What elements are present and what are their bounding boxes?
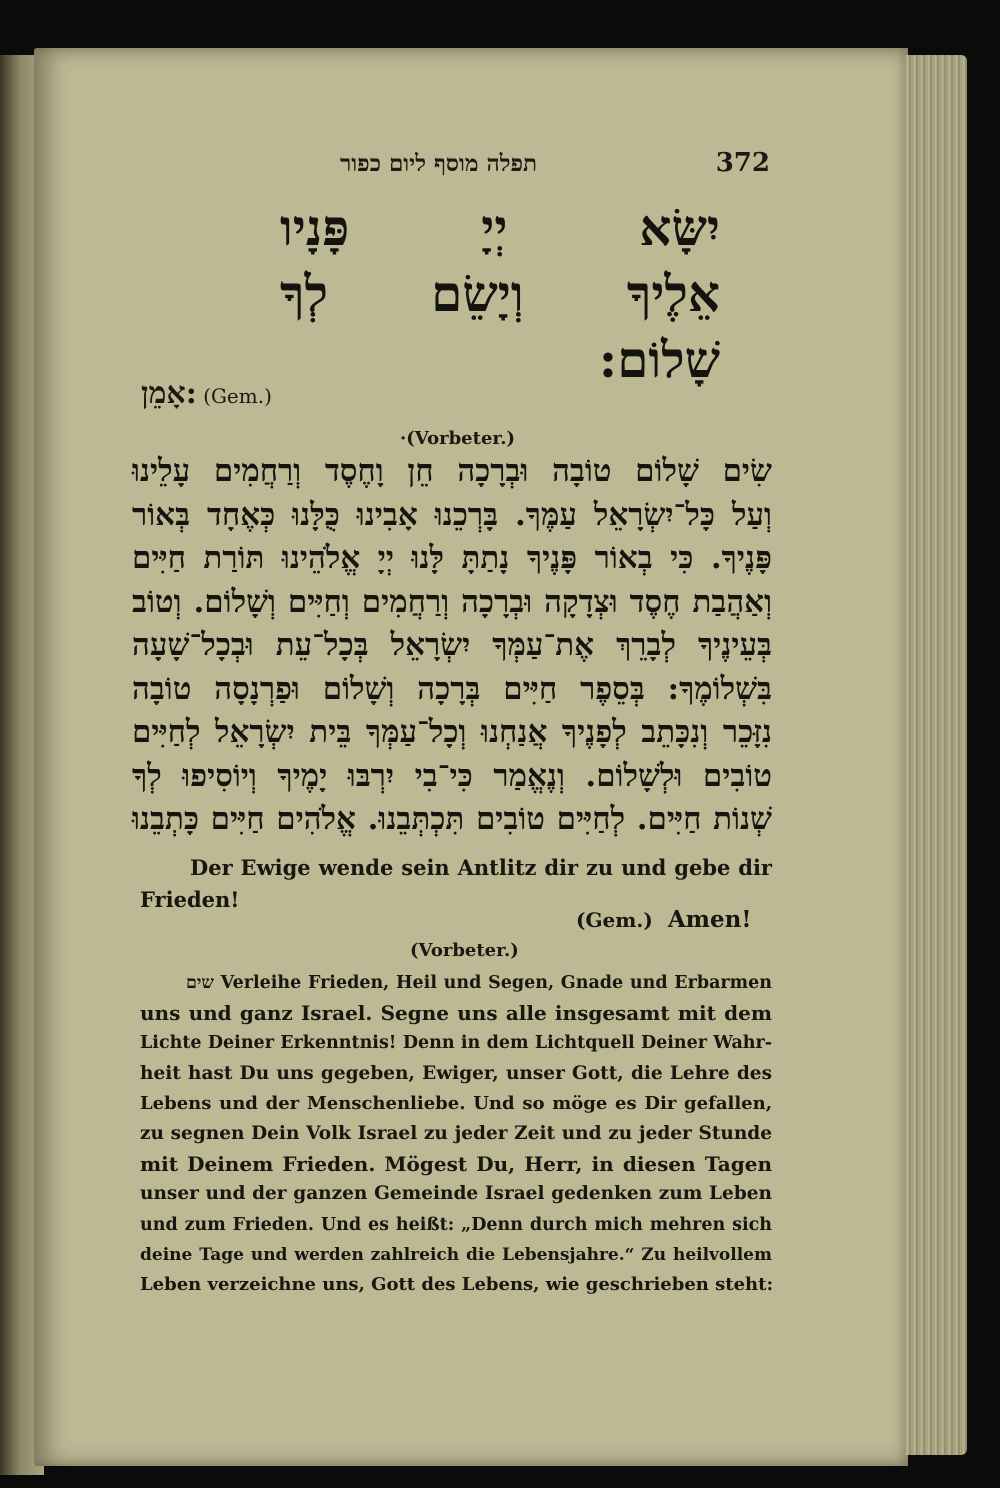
priestly-blessing	[280, 195, 720, 393]
hebrew-line: שְׁנוֹת חַיִּים. לְחַיִּים טוֹבִים תִּכְתְּבֵנוּ. אֱלֹהִים חַיִּים כָּתְבֵנוּ	[132, 801, 772, 837]
page-number: 372	[715, 148, 770, 178]
hebrew-line: נִזָּכֵר וְנִכָּתֵב לְפָנֶיךָ אֲנַחְנוּ וְכָל־עַמְּךָ בֵּית יִשְׂרָאֵל לְחַיִּים	[132, 714, 772, 750]
blessing-word: לְךָ	[280, 264, 328, 323]
blessing-word: יְיָ	[481, 198, 508, 257]
german-line: Leben verzeichne uns, Gott des Lebens, wie geschrieben steht:	[140, 1273, 774, 1295]
blessing-row-1	[280, 195, 720, 261]
hebrew-line: וְעַל כָּל־יִשְׂרָאֵל עַמֶּךָ. בָּרְכֵנוּ אָבִינוּ כֻּלָּנוּ כְּאֶחָד בְּאוֹר	[132, 496, 772, 533]
german-line-text: Verleihe Frieden, Heil und Segen, Gnade und Erbarmen	[220, 973, 773, 993]
german-line: uns und ganz Israel. Segne uns alle insgesamt mit dem	[140, 1001, 772, 1026]
blessing-word: וְיָשֵׂם	[431, 264, 524, 323]
congregation-label: (Gem.)	[203, 384, 272, 408]
blessing-word: יִשָּׂא	[639, 198, 720, 257]
german-line: und zum Frieden. Und es heißt: „Denn durch mich mehren sich	[140, 1214, 772, 1235]
german-line: heit hast Du uns gegeben, Ewiger, unser Gott, die Lehre des	[140, 1062, 772, 1084]
amen-hebrew: אָמֵן:	[141, 376, 197, 411]
german-line: Der Ewige wende sein Antlitz dir zu und gebe dir	[190, 855, 772, 880]
hebrew-line: טוֹבִים וּלְשָׁלוֹם. וְנֶאֱמַר כִּי־בִי יִרְבּוּ יָמֶיךָ וְיוֹסִיפוּ לְךָ	[132, 757, 772, 794]
running-header	[130, 146, 770, 186]
congregation-amen-german	[576, 906, 751, 933]
blessing-row-2	[280, 261, 720, 327]
hebrew-prayer	[132, 450, 772, 842]
german-line: Frieden!	[140, 887, 240, 912]
hebrew-line: בְּעֵינֶיךָ לְבָרֵךְ אֶת־עַמְּךָ יִשְׂרָאֵל בְּכָל־עֵת וּבְכָל־שָׁעָה	[132, 627, 772, 663]
congregation-amen-hebrew	[135, 376, 272, 411]
german-line: zu segnen Dein Volk Israel zu jeder Zeit und zu jeder Stunde	[140, 1122, 772, 1144]
german-line: deine Tage und werden zahlreich die Lebensjahre.“ Zu heilvollem	[140, 1244, 772, 1265]
congregation-label: (Gem.)	[576, 908, 653, 932]
hebrew-line: וְאַהֲבַת חֶסֶד וּצְדָקָה וּבְרָכָה וְרַחֲמִים וְחַיִּים וְשָׁלוֹם. וְטוֹב	[132, 583, 772, 620]
blessing-word: אֵלֶיךָ	[626, 264, 720, 323]
cantor-label: ·(Vorbeter.)	[400, 428, 516, 449]
hebrew-line: בִּשְׁלוֹמֶךָ: בְּסֵפֶר חַיִּים בְּרָכָה וְשָׁלוֹם וּפַרְנָסָה טוֹבָה	[132, 670, 772, 707]
german-line	[140, 968, 772, 998]
german-prayer-translation	[140, 968, 772, 1300]
german-line: Lichte Deiner Erkenntnis! Denn in dem Lichtquell Deiner Wahr-	[140, 1033, 772, 1054]
blessing-word: שָׁלוֹם:	[598, 330, 720, 389]
hebrew-line: שִׂים שָׁלוֹם טוֹבָה וּבְרָכָה חֵן וָחֶסֶד וְרַחֲמִים עָלֵינוּ	[132, 453, 772, 489]
running-title: תפלה מוסף ליום כפור	[340, 150, 538, 177]
german-line: unser und der ganzen Gemeinde Israel gedenken zum Leben	[140, 1183, 772, 1205]
hebrew-keyword: שים	[186, 973, 214, 993]
german-line: Lebens und der Menschenliebe. Und so möge es Dir gefallen,	[140, 1092, 772, 1114]
cantor-label: (Vorbeter.)	[410, 940, 519, 961]
german-line: mit Deinem Frieden. Mögest Du, Herr, in diesen Tagen	[140, 1152, 772, 1177]
blessing-word: פָּנָיו	[280, 198, 350, 257]
blessing-row-3	[280, 327, 720, 393]
hebrew-line: פָּנֶיךָ. כִּי בְאוֹר פָּנֶיךָ נָתַתָּ לָּנוּ יְיָ אֱלֹהֵינוּ תּוֹרַת חַיִּים	[132, 540, 772, 576]
amen-german: Amen!	[667, 906, 752, 933]
page-edges	[905, 55, 967, 1455]
